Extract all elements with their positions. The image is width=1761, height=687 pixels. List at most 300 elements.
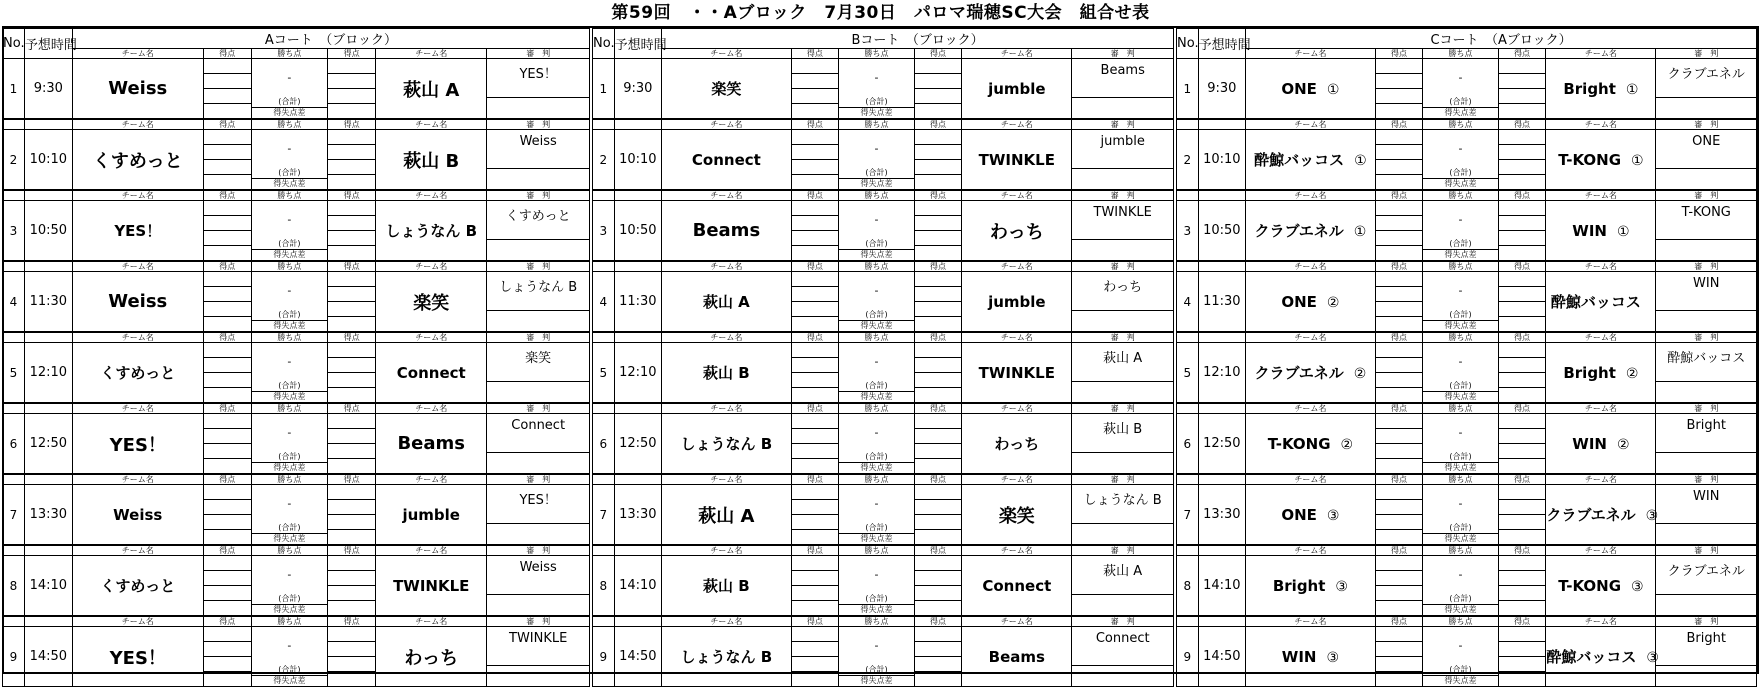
team-header: チーム名 xyxy=(962,190,1072,201)
match-row xyxy=(593,627,1174,687)
away-team-cell xyxy=(376,59,487,120)
goal-diff-label: 得失点差 xyxy=(1423,107,1498,119)
away-score-cell[interactable] xyxy=(1498,201,1546,262)
away-score-cell[interactable] xyxy=(328,485,376,546)
points-cell xyxy=(1423,59,1499,120)
match-row xyxy=(1177,59,1757,120)
goal-diff-label: 得失点差 xyxy=(252,320,327,332)
away-score-cell[interactable] xyxy=(1498,556,1546,617)
score-separator: - xyxy=(874,639,879,652)
home-score-cell[interactable] xyxy=(1375,201,1423,262)
total-label: (合計) xyxy=(1449,452,1472,461)
court-0 xyxy=(2,28,590,685)
referee-sign-line xyxy=(1072,594,1173,595)
home-team-cell xyxy=(72,343,203,404)
referee-header: 審 判 xyxy=(1072,545,1174,556)
referee-header: 審 判 xyxy=(487,261,590,272)
referee-sign-line xyxy=(1072,523,1173,524)
spacer-cell xyxy=(1198,190,1246,201)
away-team-cell xyxy=(1546,59,1656,120)
match-row xyxy=(593,414,1174,475)
match-row xyxy=(1177,201,1757,262)
score-separator: - xyxy=(874,568,879,581)
referee-header: 審 判 xyxy=(1656,261,1757,272)
home-score-cell[interactable] xyxy=(791,272,839,333)
goal-diff-label: 得失点差 xyxy=(839,178,914,190)
away-score-cell[interactable] xyxy=(328,272,376,333)
score-separator: - xyxy=(287,497,292,510)
score-header: 得点 xyxy=(203,49,251,59)
home-team: Beams xyxy=(692,220,761,241)
referee-header: 審 判 xyxy=(1656,545,1757,556)
score-header: 得点 xyxy=(203,119,251,130)
referee-name: 酔鯨バッコス xyxy=(1667,351,1746,366)
points-header: 勝ち点 xyxy=(251,403,327,414)
referee-header: 審 判 xyxy=(1656,403,1757,414)
referee-header: 審 判 xyxy=(1656,49,1757,59)
away-team: 酔鯨バッコス xyxy=(1546,648,1637,666)
team-header: チーム名 xyxy=(1246,261,1376,272)
away-score-cell[interactable] xyxy=(914,201,962,262)
home-score-cell[interactable] xyxy=(203,556,251,617)
home-score-cell[interactable] xyxy=(791,556,839,617)
home-team-cell xyxy=(72,414,203,475)
referee-sign-line xyxy=(1656,168,1756,169)
time-header: 予想時間 xyxy=(24,29,72,59)
home-round-mark: ② xyxy=(1340,436,1354,453)
away-score-cell[interactable] xyxy=(1498,59,1546,120)
team-header: チーム名 xyxy=(962,616,1072,627)
home-team-cell xyxy=(72,485,203,546)
score-separator: - xyxy=(1458,142,1463,155)
match-row xyxy=(1177,627,1757,687)
referee-cell xyxy=(1072,627,1174,687)
points-cell xyxy=(251,130,327,191)
referee-sign-line xyxy=(1072,239,1173,240)
referee-cell xyxy=(1072,414,1174,475)
goal-diff-label: 得失点差 xyxy=(252,462,327,474)
home-score-cell[interactable] xyxy=(1375,343,1423,404)
goal-diff-label: 得失点差 xyxy=(839,533,914,545)
team-header: チーム名 xyxy=(72,119,203,130)
home-team-cell xyxy=(662,627,792,687)
score-separator: - xyxy=(874,497,879,510)
team-header: チーム名 xyxy=(1546,474,1656,485)
total-label: (合計) xyxy=(278,523,301,532)
referee-sign-line xyxy=(487,310,589,311)
referee-header: 審 判 xyxy=(487,403,590,414)
home-team: ONE xyxy=(1281,505,1317,524)
away-team: WIN xyxy=(1572,221,1607,240)
points-header: 勝ち点 xyxy=(1423,332,1499,343)
score-header: 得点 xyxy=(914,332,962,343)
team-header: チーム名 xyxy=(962,49,1072,59)
match-time: 11:30 xyxy=(24,272,72,333)
home-score-cell[interactable] xyxy=(1375,485,1423,546)
referee-cell xyxy=(1656,414,1757,475)
home-team-cell xyxy=(1246,485,1376,546)
referee-cell xyxy=(487,556,590,617)
referee-sign-line xyxy=(1656,381,1756,382)
referee-name: YES！ xyxy=(519,493,557,508)
points-cell xyxy=(839,272,915,333)
home-team: くすめっと xyxy=(100,364,176,382)
referee-name: Bright xyxy=(1686,631,1726,646)
away-team-cell xyxy=(1546,414,1656,475)
points-header: 勝ち点 xyxy=(839,616,915,627)
away-team: わっち xyxy=(994,435,1040,453)
team-header: チーム名 xyxy=(72,403,203,414)
total-label: (合計) xyxy=(1449,168,1472,177)
score-separator: - xyxy=(874,142,879,155)
court-name: Cコート （Aブロック） xyxy=(1246,29,1757,49)
spacer-cell xyxy=(3,261,25,272)
court-table xyxy=(2,28,590,687)
away-score-cell[interactable] xyxy=(914,130,962,191)
referee-cell xyxy=(487,627,590,687)
away-team-cell xyxy=(376,201,487,262)
match-time: 10:50 xyxy=(24,201,72,262)
spacer-cell xyxy=(593,261,615,272)
match-number: 8 xyxy=(593,556,615,617)
home-score-cell[interactable] xyxy=(203,343,251,404)
away-round-mark: ① xyxy=(1631,152,1644,169)
no-header: No. xyxy=(3,29,25,59)
referee-header: 審 判 xyxy=(487,616,590,627)
home-team: クラブエネル xyxy=(1254,364,1344,382)
away-score-cell[interactable] xyxy=(914,343,962,404)
team-header: チーム名 xyxy=(1246,190,1376,201)
home-team-cell xyxy=(662,556,792,617)
referee-header: 審 判 xyxy=(1072,190,1174,201)
match-number: 6 xyxy=(3,414,25,475)
away-score-cell[interactable] xyxy=(914,627,962,687)
match-time: 14:50 xyxy=(614,627,662,687)
match-time: 14:50 xyxy=(1198,627,1246,687)
match-number: 6 xyxy=(1177,414,1199,475)
away-score-cell[interactable] xyxy=(1498,343,1546,404)
home-team: 酔鯨バッコス xyxy=(1254,151,1345,169)
home-team-cell xyxy=(662,130,792,191)
home-round-mark: ① xyxy=(1353,224,1367,240)
home-team: ONE xyxy=(1281,292,1317,311)
home-score-cell[interactable] xyxy=(791,130,839,191)
points-header: 勝ち点 xyxy=(839,474,915,485)
team-header: チーム名 xyxy=(1246,332,1376,343)
home-score-cell[interactable] xyxy=(791,201,839,262)
match-number: 5 xyxy=(593,343,615,404)
home-score-cell[interactable] xyxy=(1375,627,1423,687)
referee-cell xyxy=(1072,130,1174,191)
total-label: (合計) xyxy=(278,168,301,177)
away-score-cell[interactable] xyxy=(1498,414,1546,475)
referee-name: TWINKLE xyxy=(509,631,568,646)
home-score-cell[interactable] xyxy=(203,201,251,262)
team-header: チーム名 xyxy=(662,49,792,59)
home-score-cell[interactable] xyxy=(791,59,839,120)
home-team-cell xyxy=(662,485,792,546)
spacer-cell xyxy=(593,119,615,130)
match-time: 14:50 xyxy=(24,627,72,687)
points-header: 勝ち点 xyxy=(839,545,915,556)
score-header: 得点 xyxy=(1498,332,1546,343)
match-number: 8 xyxy=(3,556,25,617)
away-score-cell[interactable] xyxy=(328,414,376,475)
home-score-cell[interactable] xyxy=(1375,414,1423,475)
away-team: T-KONG xyxy=(1558,150,1622,169)
referee-cell xyxy=(1072,556,1174,617)
away-score-cell[interactable] xyxy=(328,201,376,262)
court-table xyxy=(1176,28,1757,687)
points-cell xyxy=(251,343,327,404)
points-cell xyxy=(1423,201,1499,262)
away-score-cell[interactable] xyxy=(328,343,376,404)
points-cell xyxy=(839,556,915,617)
team-header: チーム名 xyxy=(376,261,487,272)
home-score-cell[interactable] xyxy=(203,272,251,333)
score-header: 得点 xyxy=(1375,49,1423,59)
home-score-cell[interactable] xyxy=(203,414,251,475)
team-header: チーム名 xyxy=(72,474,203,485)
away-team-cell xyxy=(1546,556,1656,617)
referee-name: TWINKLE xyxy=(1093,205,1152,220)
away-score-cell[interactable] xyxy=(1498,485,1546,546)
points-cell xyxy=(251,59,327,120)
score-header: 得点 xyxy=(1498,474,1546,485)
total-label: (合計) xyxy=(1449,523,1472,532)
referee-header: 審 判 xyxy=(1072,332,1174,343)
referee-cell xyxy=(1656,201,1757,262)
goal-diff-label: 得失点差 xyxy=(839,391,914,403)
team-header: チーム名 xyxy=(1546,49,1656,59)
away-team: TWINKLE xyxy=(393,576,470,595)
home-team: 萩山 A xyxy=(702,293,750,311)
referee-cell xyxy=(487,130,590,191)
match-number: 7 xyxy=(1177,485,1199,546)
points-header: 勝ち点 xyxy=(1423,616,1499,627)
score-separator: - xyxy=(874,284,879,297)
score-header: 得点 xyxy=(791,403,839,414)
away-team-cell xyxy=(962,556,1072,617)
spacer-cell xyxy=(614,616,662,627)
referee-sign-line xyxy=(487,452,589,453)
goal-diff-label: 得失点差 xyxy=(252,533,327,545)
points-header: 勝ち点 xyxy=(251,190,327,201)
match-time: 11:30 xyxy=(1198,272,1246,333)
match-time: 14:10 xyxy=(614,556,662,617)
home-team-cell xyxy=(1246,343,1376,404)
referee-cell xyxy=(487,201,590,262)
referee-sign-line xyxy=(1072,665,1173,666)
team-header: チーム名 xyxy=(1546,190,1656,201)
home-score-cell[interactable] xyxy=(203,627,251,687)
points-cell xyxy=(251,414,327,475)
match-row xyxy=(1177,414,1757,475)
points-header: 勝ち点 xyxy=(251,261,327,272)
home-score-cell[interactable] xyxy=(203,485,251,546)
home-team-cell xyxy=(1246,414,1376,475)
match-time: 9:30 xyxy=(24,59,72,120)
away-team-cell xyxy=(962,272,1072,333)
total-label: (合計) xyxy=(278,97,301,106)
referee-header: 審 判 xyxy=(1656,190,1757,201)
home-score-cell[interactable] xyxy=(791,414,839,475)
home-score-cell[interactable] xyxy=(203,130,251,191)
score-header: 得点 xyxy=(914,49,962,59)
home-score-cell[interactable] xyxy=(203,59,251,120)
referee-header: 審 判 xyxy=(1656,332,1757,343)
away-score-cell[interactable] xyxy=(914,59,962,120)
referee-name: クラブエネル xyxy=(1667,67,1745,82)
home-round-mark: ② xyxy=(1353,366,1367,382)
home-team-cell xyxy=(662,59,792,120)
score-header: 得点 xyxy=(791,545,839,556)
referee-sign-line xyxy=(487,97,589,98)
match-row xyxy=(593,272,1174,333)
points-header: 勝ち点 xyxy=(1423,49,1499,59)
referee-cell xyxy=(1656,485,1757,546)
away-score-cell[interactable] xyxy=(914,485,962,546)
score-header: 得点 xyxy=(791,332,839,343)
court-table xyxy=(592,28,1174,687)
home-score-cell[interactable] xyxy=(791,627,839,687)
match-row xyxy=(1177,485,1757,546)
away-team: Beams xyxy=(397,433,465,454)
referee-name: 萩山 A xyxy=(1103,351,1143,366)
goal-diff-label: 得失点差 xyxy=(1423,249,1498,261)
home-score-cell[interactable] xyxy=(1375,556,1423,617)
score-separator: - xyxy=(287,142,292,155)
referee-sign-line xyxy=(1656,452,1756,453)
match-number: 1 xyxy=(593,59,615,120)
away-score-cell[interactable] xyxy=(328,556,376,617)
referee-header: 審 判 xyxy=(487,545,590,556)
team-header: チーム名 xyxy=(72,190,203,201)
match-number: 5 xyxy=(3,343,25,404)
away-team-cell xyxy=(962,627,1072,687)
away-score-cell[interactable] xyxy=(914,272,962,333)
away-team: 酔鯨バッコス xyxy=(1550,293,1641,311)
match-time: 12:10 xyxy=(24,343,72,404)
home-team: T-KONG xyxy=(1267,434,1331,453)
match-number: 8 xyxy=(1177,556,1199,617)
away-score-cell[interactable] xyxy=(328,59,376,120)
home-score-cell[interactable] xyxy=(1375,130,1423,191)
away-score-cell[interactable] xyxy=(1498,627,1546,687)
away-team-cell xyxy=(376,272,487,333)
score-header: 得点 xyxy=(328,474,376,485)
home-team: 楽笑 xyxy=(711,80,742,98)
away-team: WIN xyxy=(1572,434,1607,453)
referee-header: 審 判 xyxy=(1656,474,1757,485)
spacer-cell xyxy=(1198,332,1246,343)
team-header: チーム名 xyxy=(1546,261,1656,272)
points-cell xyxy=(839,201,915,262)
total-label: (合計) xyxy=(865,381,888,390)
referee-cell xyxy=(1656,343,1757,404)
points-cell xyxy=(839,485,915,546)
spacer-cell xyxy=(1177,261,1199,272)
court-1 xyxy=(592,28,1174,685)
spacer-cell xyxy=(1198,261,1246,272)
home-score-cell[interactable] xyxy=(791,343,839,404)
referee-name: しょうなん B xyxy=(1083,493,1162,508)
home-score-cell[interactable] xyxy=(1375,272,1423,333)
away-team-cell xyxy=(962,485,1072,546)
match-number: 1 xyxy=(1177,59,1199,120)
team-header: チーム名 xyxy=(662,190,792,201)
referee-sign-line xyxy=(1072,97,1173,98)
referee-sign-line xyxy=(1656,594,1756,595)
score-header: 得点 xyxy=(1498,403,1546,414)
away-team: jumble xyxy=(402,505,460,524)
spacer-cell xyxy=(1177,332,1199,343)
spacer-cell xyxy=(1177,403,1199,414)
referee-sign-line xyxy=(1072,168,1173,169)
referee-header: 審 判 xyxy=(1072,616,1174,627)
away-score-cell[interactable] xyxy=(328,627,376,687)
spacer-cell xyxy=(614,332,662,343)
referee-header: 審 判 xyxy=(487,474,590,485)
score-header: 得点 xyxy=(1498,119,1546,130)
home-round-mark: ② xyxy=(1326,294,1340,311)
goal-diff-label: 得失点差 xyxy=(1423,178,1498,190)
score-header: 得点 xyxy=(791,190,839,201)
home-team: しょうなん B xyxy=(680,435,773,453)
score-header: 得点 xyxy=(328,332,376,343)
score-header: 得点 xyxy=(203,332,251,343)
referee-sign-line xyxy=(487,239,589,240)
points-cell xyxy=(1423,627,1499,687)
total-label: (合計) xyxy=(865,665,888,674)
total-label: (合計) xyxy=(1449,97,1472,106)
total-label: (合計) xyxy=(865,97,888,106)
points-cell xyxy=(1423,414,1499,475)
home-score-cell[interactable] xyxy=(791,485,839,546)
away-team: Bright xyxy=(1563,79,1616,98)
referee-cell xyxy=(487,485,590,546)
points-header: 勝ち点 xyxy=(251,545,327,556)
spacer-cell xyxy=(1177,119,1199,130)
points-header: 勝ち点 xyxy=(251,616,327,627)
goal-diff-label: 得失点差 xyxy=(839,462,914,474)
score-header: 得点 xyxy=(791,261,839,272)
away-score-cell[interactable] xyxy=(1498,272,1546,333)
away-score-cell[interactable] xyxy=(914,414,962,475)
away-score-cell[interactable] xyxy=(328,130,376,191)
referee-sign-line xyxy=(487,594,589,595)
away-team: クラブエネル xyxy=(1546,506,1636,524)
away-team: jumble xyxy=(988,79,1046,98)
team-header: チーム名 xyxy=(662,261,792,272)
points-cell xyxy=(1423,272,1499,333)
score-separator: - xyxy=(1458,355,1463,368)
match-time: 10:10 xyxy=(1198,130,1246,191)
spacer-cell xyxy=(1198,616,1246,627)
away-score-cell[interactable] xyxy=(1498,130,1546,191)
referee-sign-line xyxy=(1656,310,1756,311)
match-number: 3 xyxy=(593,201,615,262)
away-team: Connect xyxy=(396,363,466,382)
match-time: 14:10 xyxy=(1198,556,1246,617)
referee-sign-line xyxy=(487,665,589,666)
score-header: 得点 xyxy=(203,261,251,272)
team-header: チーム名 xyxy=(376,332,487,343)
away-score-cell[interactable] xyxy=(914,556,962,617)
referee-header: 審 判 xyxy=(1072,119,1174,130)
home-score-cell[interactable] xyxy=(1375,59,1423,120)
points-header: 勝ち点 xyxy=(1423,261,1499,272)
